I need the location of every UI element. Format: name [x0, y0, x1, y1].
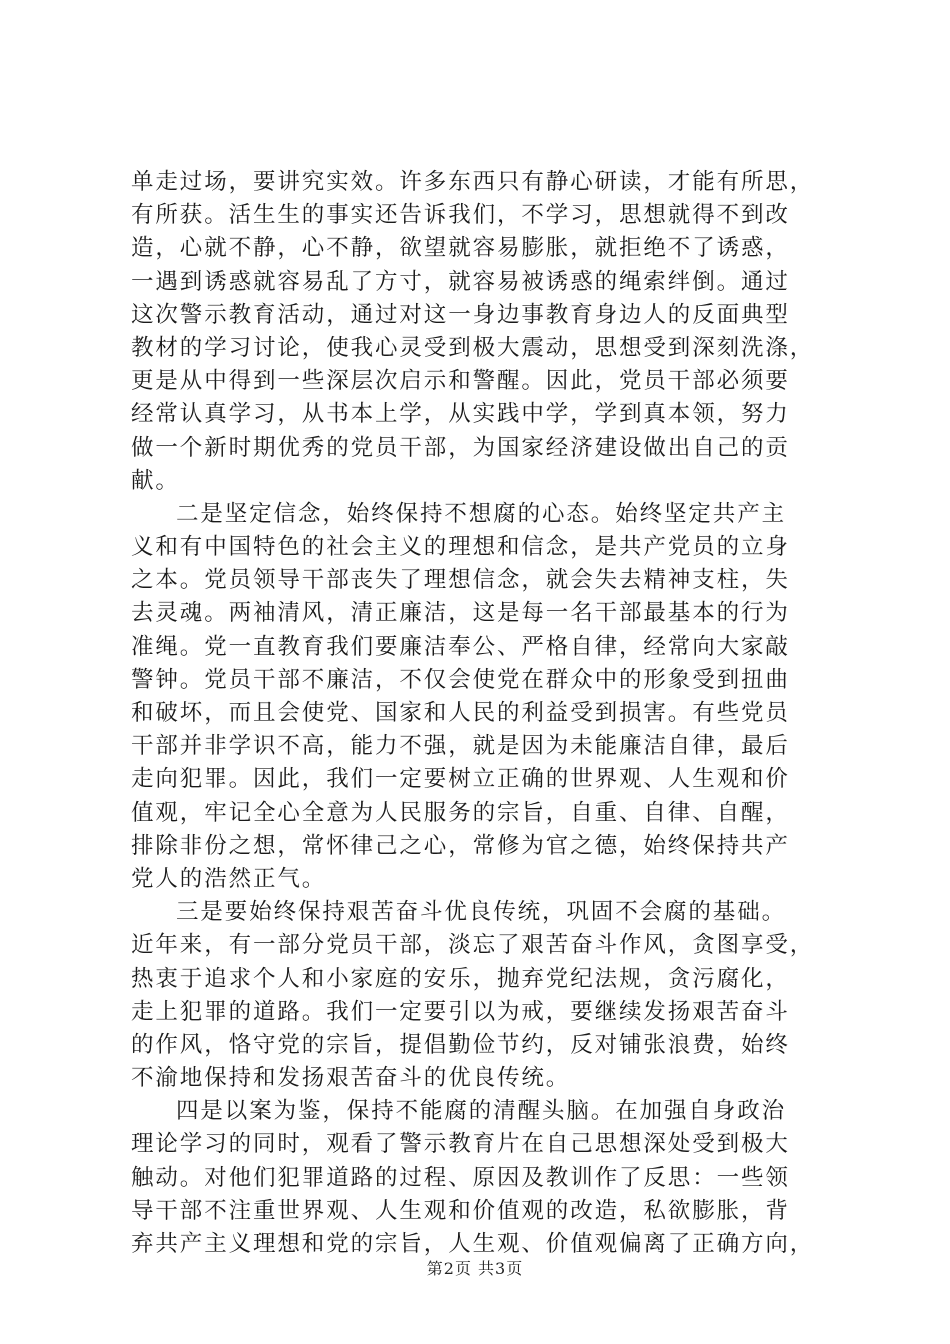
text-line: 经常认真学习，从书本上学，从实践中学，学到真本领，努力 [131, 401, 790, 428]
text-line: 一遇到诱惑就容易乱了方寸，就容易被诱惑的绳索绊倒。通过 [131, 268, 790, 295]
text-line: 不渝地保持和发扬艰苦奋斗的优良传统。 [131, 1065, 571, 1092]
text-line: 走向犯罪。因此，我们一定要树立正确的世界观、人生观和价 [131, 766, 790, 793]
text-line: 触动。对他们犯罪道路的过程、原因及教训作了反思：一些领 [131, 1164, 790, 1191]
text-line: 教材的学习讨论，使我心灵受到极大震动，思想受到深刻洗涤， [131, 334, 815, 361]
text-line: 之本。党员领导干部丧失了理想信念，就会失去精神支柱，失 [131, 567, 790, 594]
text-line: 献。 [131, 467, 180, 494]
text-line: 义和有中国特色的社会主义的理想和信念，是共产党员的立身 [131, 534, 790, 561]
text-line: 热衷于追求个人和小家庭的安乐，抛弃党纪法规，贪污腐化， [131, 965, 790, 992]
document-body [131, 166, 829, 1261]
page-footer: 第2页 共3页 [426, 1259, 524, 1278]
text-line: 有所获。活生生的事实还告诉我们，不学习，思想就得不到改 [131, 202, 790, 229]
text-line: 的作风，恪守党的宗旨，提倡勤俭节约，反对铺张浪费，始终 [131, 1031, 790, 1058]
text-line: 去灵魂。两袖清风，清正廉洁，这是每一名干部最基本的行为 [131, 600, 790, 627]
text-line: 三是要始终保持艰苦奋斗优良传统，巩固不会腐的基础。 [176, 899, 787, 926]
text-line: 干部并非学识不高，能力不强，就是因为未能廉洁自律，最后 [131, 733, 790, 760]
text-line: 走上犯罪的道路。我们一定要引以为戒，要继续发扬艰苦奋斗 [131, 998, 790, 1025]
text-line: 二是坚定信念，始终保持不想腐的心态。始终坚定共产主 [176, 500, 787, 527]
text-line: 导干部不注重世界观、人生观和价值观的改造，私欲膨胀，背 [131, 1197, 790, 1224]
text-line: 做一个新时期优秀的党员干部，为国家经济建设做出自己的贡 [131, 434, 790, 461]
text-line: 值观，牢记全心全意为人民服务的宗旨，自重、自律、自醒， [131, 799, 790, 826]
text-line: 更是从中得到一些深层次启示和警醒。因此，党员干部必须要 [131, 368, 790, 395]
text-line: 单走过场，要讲究实效。许多东西只有静心研读，才能有所思， [131, 169, 815, 195]
text-line: 理论学习的同时，观看了警示教育片在自己思想深处受到极大 [131, 1131, 790, 1158]
text-line: 警钟。党员干部不廉洁，不仅会使党在群众中的形象受到扭曲 [131, 666, 790, 693]
text-line: 这次警示教育活动，通过对这一身边事教育身边人的反面典型 [131, 301, 790, 328]
text-line: 近年来，有一部分党员干部，淡忘了艰苦奋斗作风，贪图享受， [131, 932, 815, 959]
text-line: 造，心就不静，心不静，欲望就容易膨胀，就拒绝不了诱惑， [131, 235, 790, 262]
text-line: 党人的浩然正气。 [131, 865, 327, 892]
text-line: 和破坏，而且会使党、国家和人民的利益受到损害。有些党员 [131, 700, 790, 726]
text-line: 弃共产主义理想和党的宗旨，人生观、价值观偏离了正确方向， [131, 1231, 815, 1257]
text-line: 四是以案为鉴，保持不能腐的清醒头脑。在加强自身政治 [176, 1098, 787, 1125]
text-line: 排除非份之想，常怀律己之心，常修为官之德，始终保持共产 [131, 832, 790, 859]
text-line: 准绳。党一直教育我们要廉洁奉公、严格自律，经常向大家敲 [131, 633, 790, 660]
